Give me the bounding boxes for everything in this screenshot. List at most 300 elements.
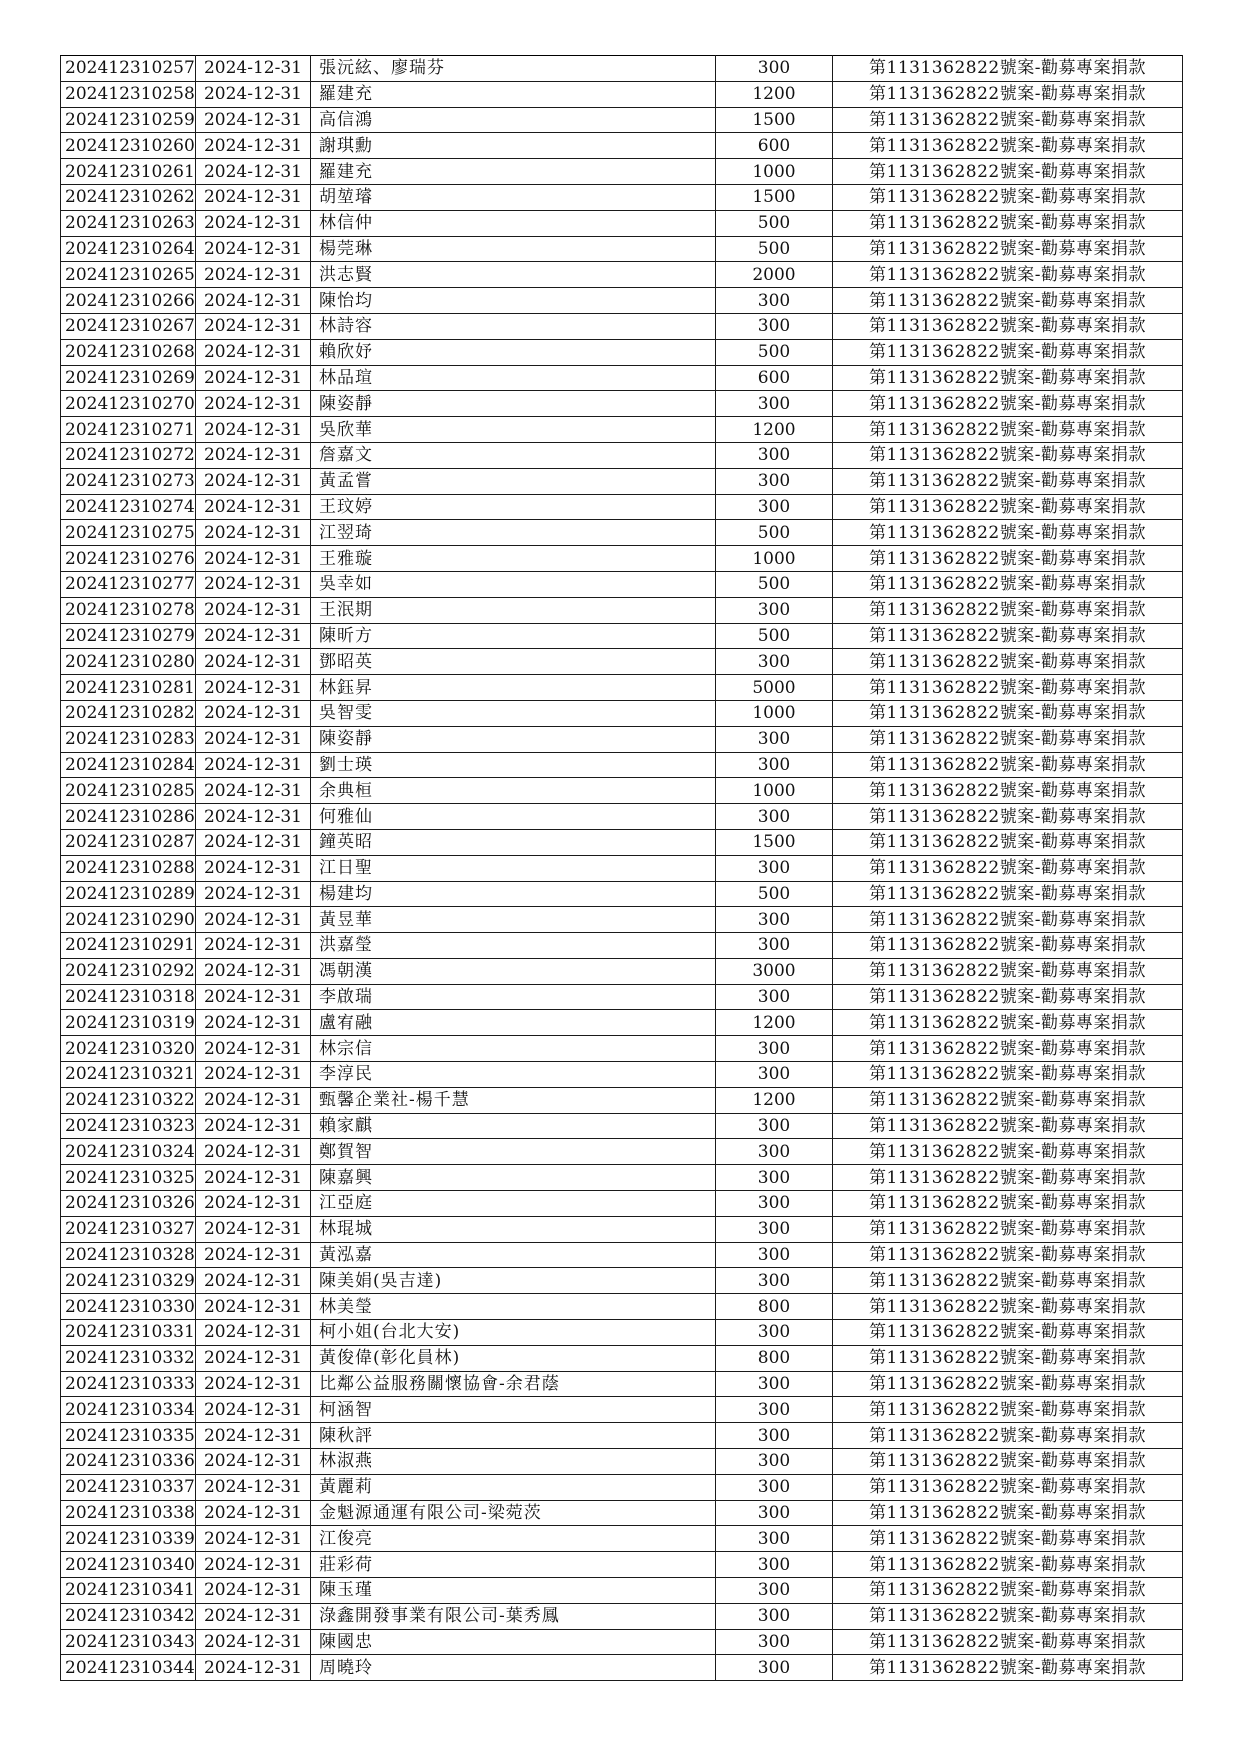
donation-date-cell: 2024-12-31: [196, 700, 311, 726]
donor-name-cell: 羅建充: [311, 81, 716, 107]
donor-name-cell: 張沅絃、廖瑞芬: [311, 56, 716, 82]
donation-purpose-cell: 第1131362822號案-勸募專案捐款: [833, 907, 1183, 933]
table-row: [61, 700, 1183, 726]
donation-date-cell: 2024-12-31: [196, 107, 311, 133]
table-row: [61, 365, 1183, 391]
donor-name-cell: 吳幸如: [311, 571, 716, 597]
donation-purpose-cell: 第1131362822號案-勸募專案捐款: [833, 1165, 1183, 1191]
donation-amount-cell: 300: [716, 1139, 833, 1165]
donation-purpose-cell: 第1131362822號案-勸募專案捐款: [833, 184, 1183, 210]
receipt-number-cell: 202412310285: [61, 778, 196, 804]
donation-amount-cell: 300: [716, 1578, 833, 1604]
donation-purpose-cell: 第1131362822號案-勸募專案捐款: [833, 365, 1183, 391]
table-row: [61, 546, 1183, 572]
donation-date-cell: 2024-12-31: [196, 855, 311, 881]
receipt-number-cell: 202412310289: [61, 881, 196, 907]
receipt-number-cell: 202412310269: [61, 365, 196, 391]
donation-purpose-cell: 第1131362822號案-勸募專案捐款: [833, 1603, 1183, 1629]
donation-amount-cell: 1000: [716, 546, 833, 572]
donation-date-cell: 2024-12-31: [196, 1371, 311, 1397]
receipt-number-cell: 202412310262: [61, 184, 196, 210]
donation-amount-cell: 5000: [716, 675, 833, 701]
donor-name-cell: 鄭賀智: [311, 1139, 716, 1165]
donor-name-cell: 黃俊偉(彰化員林): [311, 1345, 716, 1371]
table-row: [61, 1371, 1183, 1397]
donation-amount-cell: 300: [716, 1449, 833, 1475]
donor-name-cell: 江翌琦: [311, 520, 716, 546]
donation-purpose-cell: 第1131362822號案-勸募專案捐款: [833, 1242, 1183, 1268]
receipt-number-cell: 202412310338: [61, 1500, 196, 1526]
table-row: [61, 1010, 1183, 1036]
donation-purpose-cell: 第1131362822號案-勸募專案捐款: [833, 1423, 1183, 1449]
donor-name-cell: 鄧昭英: [311, 649, 716, 675]
donor-name-cell: 陳玉瑾: [311, 1578, 716, 1604]
table-row: [61, 1526, 1183, 1552]
donor-name-cell: 陳嘉興: [311, 1165, 716, 1191]
table-row: [61, 984, 1183, 1010]
donation-purpose-cell: 第1131362822號案-勸募專案捐款: [833, 752, 1183, 778]
receipt-number-cell: 202412310329: [61, 1268, 196, 1294]
donation-date-cell: 2024-12-31: [196, 1062, 311, 1088]
donation-date-cell: 2024-12-31: [196, 1087, 311, 1113]
donation-amount-cell: 1200: [716, 81, 833, 107]
donation-purpose-cell: 第1131362822號案-勸募專案捐款: [833, 855, 1183, 881]
donation-purpose-cell: 第1131362822號案-勸募專案捐款: [833, 1655, 1183, 1681]
donation-date-cell: 2024-12-31: [196, 313, 311, 339]
donor-name-cell: 李淳民: [311, 1062, 716, 1088]
receipt-number-cell: 202412310264: [61, 236, 196, 262]
table-row: [61, 1062, 1183, 1088]
receipt-number-cell: 202412310330: [61, 1294, 196, 1320]
receipt-number-cell: 202412310291: [61, 933, 196, 959]
donation-amount-cell: 300: [716, 1526, 833, 1552]
donation-amount-cell: 1200: [716, 1010, 833, 1036]
donor-name-cell: 何雅仙: [311, 804, 716, 830]
donation-date-cell: 2024-12-31: [196, 1191, 311, 1217]
table-row: [61, 1603, 1183, 1629]
donor-name-cell: 劉士瑛: [311, 752, 716, 778]
donation-amount-cell: 300: [716, 56, 833, 82]
receipt-number-cell: 202412310334: [61, 1397, 196, 1423]
table-row: [61, 391, 1183, 417]
donation-purpose-cell: 第1131362822號案-勸募專案捐款: [833, 881, 1183, 907]
donation-date-cell: 2024-12-31: [196, 571, 311, 597]
donation-amount-cell: 300: [716, 288, 833, 314]
donation-amount-cell: 300: [716, 907, 833, 933]
donation-purpose-cell: 第1131362822號案-勸募專案捐款: [833, 1062, 1183, 1088]
table-row: [61, 107, 1183, 133]
donation-date-cell: 2024-12-31: [196, 804, 311, 830]
donor-name-cell: 林琨城: [311, 1216, 716, 1242]
donation-amount-cell: 300: [716, 1113, 833, 1139]
table-row: [61, 288, 1183, 314]
donation-date-cell: 2024-12-31: [196, 623, 311, 649]
donation-purpose-cell: 第1131362822號案-勸募專案捐款: [833, 262, 1183, 288]
donation-amount-cell: 300: [716, 1165, 833, 1191]
receipt-number-cell: 202412310324: [61, 1139, 196, 1165]
donation-purpose-cell: 第1131362822號案-勸募專案捐款: [833, 520, 1183, 546]
table-row: [61, 597, 1183, 623]
donor-name-cell: 賴家麒: [311, 1113, 716, 1139]
receipt-number-cell: 202412310326: [61, 1191, 196, 1217]
donation-purpose-cell: 第1131362822號案-勸募專案捐款: [833, 1474, 1183, 1500]
donor-name-cell: 甄馨企業社-楊千慧: [311, 1087, 716, 1113]
donation-date-cell: 2024-12-31: [196, 262, 311, 288]
receipt-number-cell: 202412310270: [61, 391, 196, 417]
donor-name-cell: 王玟婷: [311, 494, 716, 520]
donation-purpose-cell: 第1131362822號案-勸募專案捐款: [833, 726, 1183, 752]
receipt-number-cell: 202412310321: [61, 1062, 196, 1088]
donation-amount-cell: 300: [716, 494, 833, 520]
receipt-number-cell: 202412310278: [61, 597, 196, 623]
table-row: [61, 752, 1183, 778]
donation-date-cell: 2024-12-31: [196, 184, 311, 210]
table-row: [61, 855, 1183, 881]
donation-date-cell: 2024-12-31: [196, 1578, 311, 1604]
donor-name-cell: 江俊亮: [311, 1526, 716, 1552]
donor-name-cell: 吳欣華: [311, 417, 716, 443]
donation-amount-cell: 300: [716, 313, 833, 339]
donation-purpose-cell: 第1131362822號案-勸募專案捐款: [833, 1139, 1183, 1165]
donation-date-cell: 2024-12-31: [196, 546, 311, 572]
table-row: [61, 933, 1183, 959]
receipt-number-cell: 202412310277: [61, 571, 196, 597]
donation-date-cell: 2024-12-31: [196, 365, 311, 391]
donation-amount-cell: 300: [716, 855, 833, 881]
donation-date-cell: 2024-12-31: [196, 1268, 311, 1294]
table-row: [61, 1474, 1183, 1500]
receipt-number-cell: 202412310344: [61, 1655, 196, 1681]
donation-purpose-cell: 第1131362822號案-勸募專案捐款: [833, 1526, 1183, 1552]
donation-date-cell: 2024-12-31: [196, 726, 311, 752]
donation-amount-cell: 800: [716, 1345, 833, 1371]
donation-date-cell: 2024-12-31: [196, 675, 311, 701]
donation-amount-cell: 300: [716, 1036, 833, 1062]
donation-purpose-cell: 第1131362822號案-勸募專案捐款: [833, 829, 1183, 855]
donor-name-cell: 陳秋評: [311, 1423, 716, 1449]
table-row: [61, 1345, 1183, 1371]
donation-amount-cell: 300: [716, 1062, 833, 1088]
donor-name-cell: 林淑燕: [311, 1449, 716, 1475]
table-row: [61, 494, 1183, 520]
donation-purpose-cell: 第1131362822號案-勸募專案捐款: [833, 546, 1183, 572]
donor-name-cell: 柯涵智: [311, 1397, 716, 1423]
table-row: [61, 1139, 1183, 1165]
table-row: [61, 81, 1183, 107]
donation-amount-cell: 1500: [716, 107, 833, 133]
table-row: [61, 958, 1183, 984]
table-row: [61, 1191, 1183, 1217]
donor-name-cell: 黃泓嘉: [311, 1242, 716, 1268]
donation-purpose-cell: 第1131362822號案-勸募專案捐款: [833, 1191, 1183, 1217]
receipt-number-cell: 202412310261: [61, 159, 196, 185]
donation-purpose-cell: 第1131362822號案-勸募專案捐款: [833, 468, 1183, 494]
receipt-number-cell: 202412310335: [61, 1423, 196, 1449]
donor-name-cell: 林信仲: [311, 210, 716, 236]
donor-name-cell: 詹嘉文: [311, 442, 716, 468]
donation-date-cell: 2024-12-31: [196, 1603, 311, 1629]
donation-purpose-cell: 第1131362822號案-勸募專案捐款: [833, 494, 1183, 520]
donation-amount-cell: 300: [716, 984, 833, 1010]
table-row: [61, 1500, 1183, 1526]
receipt-number-cell: 202412310276: [61, 546, 196, 572]
receipt-number-cell: 202412310274: [61, 494, 196, 520]
donation-date-cell: 2024-12-31: [196, 881, 311, 907]
donor-name-cell: 賴欣妤: [311, 339, 716, 365]
donation-purpose-cell: 第1131362822號案-勸募專案捐款: [833, 159, 1183, 185]
donor-name-cell: 陳怡均: [311, 288, 716, 314]
donation-date-cell: 2024-12-31: [196, 133, 311, 159]
donation-amount-cell: 300: [716, 1371, 833, 1397]
donation-amount-cell: 300: [716, 1603, 833, 1629]
donor-name-cell: 李啟瑞: [311, 984, 716, 1010]
donation-date-cell: 2024-12-31: [196, 1500, 311, 1526]
donation-date-cell: 2024-12-31: [196, 288, 311, 314]
table-row: [61, 907, 1183, 933]
donor-name-cell: 楊莞琳: [311, 236, 716, 262]
donor-name-cell: 黃昱華: [311, 907, 716, 933]
donation-date-cell: 2024-12-31: [196, 236, 311, 262]
donation-purpose-cell: 第1131362822號案-勸募專案捐款: [833, 1552, 1183, 1578]
table-row: [61, 210, 1183, 236]
donation-date-cell: 2024-12-31: [196, 1345, 311, 1371]
donation-purpose-cell: 第1131362822號案-勸募專案捐款: [833, 958, 1183, 984]
donation-amount-cell: 500: [716, 520, 833, 546]
donation-date-cell: 2024-12-31: [196, 958, 311, 984]
donation-purpose-cell: 第1131362822號案-勸募專案捐款: [833, 1294, 1183, 1320]
table-row: [61, 442, 1183, 468]
table-row: [61, 726, 1183, 752]
receipt-number-cell: 202412310328: [61, 1242, 196, 1268]
donation-date-cell: 2024-12-31: [196, 984, 311, 1010]
table-row: [61, 1268, 1183, 1294]
donor-name-cell: 謝琪勳: [311, 133, 716, 159]
receipt-number-cell: 202412310275: [61, 520, 196, 546]
donor-name-cell: 盧宥融: [311, 1010, 716, 1036]
donation-purpose-cell: 第1131362822號案-勸募專案捐款: [833, 81, 1183, 107]
donation-amount-cell: 1200: [716, 1087, 833, 1113]
donation-amount-cell: 500: [716, 881, 833, 907]
donation-date-cell: 2024-12-31: [196, 1010, 311, 1036]
donation-purpose-cell: 第1131362822號案-勸募專案捐款: [833, 1216, 1183, 1242]
table-row: [61, 468, 1183, 494]
donor-name-cell: 林詩容: [311, 313, 716, 339]
donation-amount-cell: 1000: [716, 159, 833, 185]
donation-amount-cell: 300: [716, 1268, 833, 1294]
receipt-number-cell: 202412310260: [61, 133, 196, 159]
receipt-number-cell: 202412310340: [61, 1552, 196, 1578]
receipt-number-cell: 202412310257: [61, 56, 196, 82]
donation-purpose-cell: 第1131362822號案-勸募專案捐款: [833, 933, 1183, 959]
donation-date-cell: 2024-12-31: [196, 1113, 311, 1139]
receipt-number-cell: 202412310339: [61, 1526, 196, 1552]
donation-date-cell: 2024-12-31: [196, 597, 311, 623]
receipt-number-cell: 202412310259: [61, 107, 196, 133]
donation-date-cell: 2024-12-31: [196, 417, 311, 443]
donor-name-cell: 陳昕方: [311, 623, 716, 649]
donation-purpose-cell: 第1131362822號案-勸募專案捐款: [833, 56, 1183, 82]
donation-amount-cell: 600: [716, 133, 833, 159]
donation-date-cell: 2024-12-31: [196, 1655, 311, 1681]
donation-amount-cell: 300: [716, 1500, 833, 1526]
donation-amount-cell: 300: [716, 442, 833, 468]
donor-name-cell: 淥鑫開發事業有限公司-葉秀鳳: [311, 1603, 716, 1629]
donation-ledger-body: [61, 56, 1183, 1681]
receipt-number-cell: 202412310280: [61, 649, 196, 675]
donor-name-cell: 林宗信: [311, 1036, 716, 1062]
donor-name-cell: 吳智雯: [311, 700, 716, 726]
donor-name-cell: 洪志賢: [311, 262, 716, 288]
donation-amount-cell: 300: [716, 1320, 833, 1346]
donation-amount-cell: 300: [716, 1423, 833, 1449]
donation-date-cell: 2024-12-31: [196, 778, 311, 804]
donation-purpose-cell: 第1131362822號案-勸募專案捐款: [833, 133, 1183, 159]
donation-purpose-cell: 第1131362822號案-勸募專案捐款: [833, 623, 1183, 649]
table-row: [61, 1578, 1183, 1604]
donor-name-cell: 楊建均: [311, 881, 716, 907]
donation-amount-cell: 300: [716, 1629, 833, 1655]
donation-amount-cell: 300: [716, 1216, 833, 1242]
table-row: [61, 1320, 1183, 1346]
receipt-number-cell: 202412310273: [61, 468, 196, 494]
donor-name-cell: 柯小姐(台北大安): [311, 1320, 716, 1346]
donation-date-cell: 2024-12-31: [196, 1320, 311, 1346]
donor-name-cell: 馮朝漢: [311, 958, 716, 984]
donation-purpose-cell: 第1131362822號案-勸募專案捐款: [833, 1578, 1183, 1604]
donor-name-cell: 鐘英昭: [311, 829, 716, 855]
receipt-number-cell: 202412310267: [61, 313, 196, 339]
receipt-number-cell: 202412310327: [61, 1216, 196, 1242]
donation-date-cell: 2024-12-31: [196, 442, 311, 468]
table-row: [61, 1449, 1183, 1475]
table-row: [61, 804, 1183, 830]
donor-name-cell: 黃麗莉: [311, 1474, 716, 1500]
receipt-number-cell: 202412310319: [61, 1010, 196, 1036]
table-row: [61, 1216, 1183, 1242]
donation-amount-cell: 300: [716, 649, 833, 675]
donor-name-cell: 江日聖: [311, 855, 716, 881]
donor-name-cell: 陳國忠: [311, 1629, 716, 1655]
donation-purpose-cell: 第1131362822號案-勸募專案捐款: [833, 391, 1183, 417]
table-row: [61, 262, 1183, 288]
receipt-number-cell: 202412310281: [61, 675, 196, 701]
table-row: [61, 1552, 1183, 1578]
donation-amount-cell: 1500: [716, 184, 833, 210]
donation-purpose-cell: 第1131362822號案-勸募專案捐款: [833, 1397, 1183, 1423]
donation-date-cell: 2024-12-31: [196, 1423, 311, 1449]
table-row: [61, 1655, 1183, 1681]
donation-purpose-cell: 第1131362822號案-勸募專案捐款: [833, 1087, 1183, 1113]
donation-purpose-cell: 第1131362822號案-勸募專案捐款: [833, 649, 1183, 675]
receipt-number-cell: 202412310325: [61, 1165, 196, 1191]
donation-amount-cell: 300: [716, 391, 833, 417]
table-row: [61, 881, 1183, 907]
donation-purpose-cell: 第1131362822號案-勸募專案捐款: [833, 210, 1183, 236]
table-row: [61, 236, 1183, 262]
donation-purpose-cell: 第1131362822號案-勸募專案捐款: [833, 1371, 1183, 1397]
donation-amount-cell: 500: [716, 339, 833, 365]
receipt-number-cell: 202412310288: [61, 855, 196, 881]
table-row: [61, 56, 1183, 82]
donation-date-cell: 2024-12-31: [196, 1139, 311, 1165]
donation-amount-cell: 3000: [716, 958, 833, 984]
donor-name-cell: 比鄰公益服務關懷協會-余君蔭: [311, 1371, 716, 1397]
table-row: [61, 1294, 1183, 1320]
donation-date-cell: 2024-12-31: [196, 468, 311, 494]
table-row: [61, 1113, 1183, 1139]
receipt-number-cell: 202412310283: [61, 726, 196, 752]
donation-purpose-cell: 第1131362822號案-勸募專案捐款: [833, 417, 1183, 443]
receipt-number-cell: 202412310284: [61, 752, 196, 778]
donation-purpose-cell: 第1131362822號案-勸募專案捐款: [833, 107, 1183, 133]
donation-purpose-cell: 第1131362822號案-勸募專案捐款: [833, 1036, 1183, 1062]
receipt-number-cell: 202412310320: [61, 1036, 196, 1062]
donation-date-cell: 2024-12-31: [196, 933, 311, 959]
donor-name-cell: 周曉玲: [311, 1655, 716, 1681]
donation-amount-cell: 300: [716, 1242, 833, 1268]
receipt-number-cell: 202412310322: [61, 1087, 196, 1113]
table-row: [61, 675, 1183, 701]
donor-name-cell: 陳姿靜: [311, 391, 716, 417]
donor-name-cell: 王泯期: [311, 597, 716, 623]
donation-date-cell: 2024-12-31: [196, 1629, 311, 1655]
receipt-number-cell: 202412310341: [61, 1578, 196, 1604]
donation-date-cell: 2024-12-31: [196, 1526, 311, 1552]
donation-purpose-cell: 第1131362822號案-勸募專案捐款: [833, 339, 1183, 365]
receipt-number-cell: 202412310332: [61, 1345, 196, 1371]
donation-amount-cell: 300: [716, 726, 833, 752]
donation-purpose-cell: 第1131362822號案-勸募專案捐款: [833, 1010, 1183, 1036]
donor-name-cell: 莊彩荷: [311, 1552, 716, 1578]
table-row: [61, 1397, 1183, 1423]
donor-name-cell: 林鈺昇: [311, 675, 716, 701]
donation-purpose-cell: 第1131362822號案-勸募專案捐款: [833, 1629, 1183, 1655]
table-row: [61, 778, 1183, 804]
donation-amount-cell: 800: [716, 1294, 833, 1320]
table-row: [61, 1036, 1183, 1062]
receipt-number-cell: 202412310343: [61, 1629, 196, 1655]
donation-amount-cell: 500: [716, 571, 833, 597]
donation-date-cell: 2024-12-31: [196, 1216, 311, 1242]
receipt-number-cell: 202412310282: [61, 700, 196, 726]
table-row: [61, 1629, 1183, 1655]
donation-date-cell: 2024-12-31: [196, 520, 311, 546]
donation-date-cell: 2024-12-31: [196, 907, 311, 933]
table-row: [61, 339, 1183, 365]
donation-amount-cell: 300: [716, 597, 833, 623]
donation-purpose-cell: 第1131362822號案-勸募專案捐款: [833, 1345, 1183, 1371]
donation-date-cell: 2024-12-31: [196, 1449, 311, 1475]
receipt-number-cell: 202412310258: [61, 81, 196, 107]
donation-amount-cell: 300: [716, 1474, 833, 1500]
donor-name-cell: 胡堃璿: [311, 184, 716, 210]
donation-date-cell: 2024-12-31: [196, 391, 311, 417]
table-row: [61, 184, 1183, 210]
donation-purpose-cell: 第1131362822號案-勸募專案捐款: [833, 700, 1183, 726]
table-row: [61, 623, 1183, 649]
donation-date-cell: 2024-12-31: [196, 1294, 311, 1320]
donation-amount-cell: 500: [716, 236, 833, 262]
donation-purpose-cell: 第1131362822號案-勸募專案捐款: [833, 571, 1183, 597]
donation-purpose-cell: 第1131362822號案-勸募專案捐款: [833, 1268, 1183, 1294]
donation-purpose-cell: 第1131362822號案-勸募專案捐款: [833, 1449, 1183, 1475]
receipt-number-cell: 202412310263: [61, 210, 196, 236]
donation-date-cell: 2024-12-31: [196, 829, 311, 855]
receipt-number-cell: 202412310331: [61, 1320, 196, 1346]
receipt-number-cell: 202412310323: [61, 1113, 196, 1139]
donation-amount-cell: 500: [716, 623, 833, 649]
table-row: [61, 829, 1183, 855]
